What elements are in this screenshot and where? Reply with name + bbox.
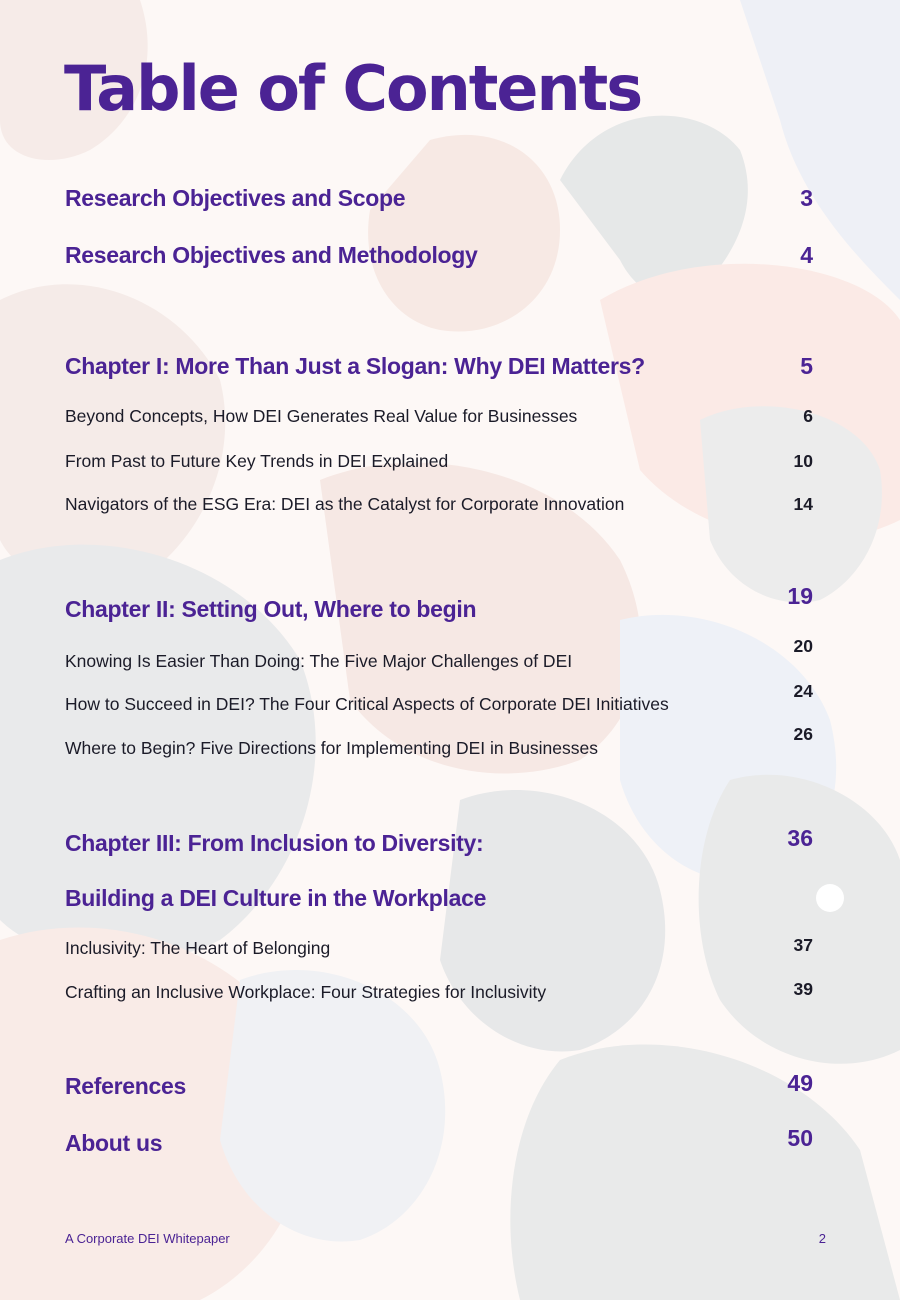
toc-entry-chapter-3[interactable] [65,827,813,922]
toc-entry-inclusive-workplace[interactable] [65,979,813,1019]
toc-entry-beyond-concepts[interactable] [65,403,813,443]
toc-entry-esg-navigators[interactable] [65,491,813,531]
toc-entry-chapter-2[interactable] [65,583,813,633]
toc-entry-page: 20 [793,636,813,656]
toc-entry-label: Inclusivity: The Heart of Belonging [65,938,331,958]
toc-entry-page: 24 [793,681,813,701]
toc-entry-about-us[interactable] [65,1127,813,1167]
toc-entry-page: 3 [800,185,813,211]
toc-entry-label: Chapter III: From Inclusion to Diversity: [65,830,484,856]
toc-entry-research-methodology[interactable] [65,239,813,279]
toc-entry-label: Where to Begin? Five Directions for Implementing DEI in Businesses [65,738,599,758]
toc-entry-label: Research Objectives and Scope [65,185,406,211]
toc-entry-page: 36 [787,825,813,851]
toc-entry-label: Knowing Is Easier Than Doing: The Five Major Challenges of DEI [65,651,573,671]
toc-entry-research-scope[interactable] [65,182,813,222]
toc-entry-five-challenges[interactable] [65,636,813,688]
toc-entry-label: How to Succeed in DEI? The Four Critical Aspects of Corporate DEI Initiatives [65,694,669,714]
toc-entry-label: Beyond Concepts, How DEI Generates Real Value for Businesses [65,406,578,426]
toc-entry-four-aspects[interactable] [65,681,813,731]
toc-entry-page: 5 [800,353,813,379]
toc-entry-label: References [65,1073,187,1099]
toc-entry-chapter-1[interactable] [65,350,813,390]
toc-entry-page: 26 [793,724,813,744]
toc-entry-label-line-2: Building a DEI Culture in the Workplace [65,885,487,911]
toc-entry-five-directions[interactable] [65,724,813,775]
toc-entry-page: 4 [800,242,813,268]
toc-entry-label: Chapter I: More Than Just a Slogan: Why DEI Matters? [65,353,645,379]
toc-entry-references[interactable] [65,1070,813,1110]
toc-entry-label: From Past to Future Key Trends in DEI Explained [65,451,449,471]
toc-entry-label: Navigators of the ESG Era: DEI as the Catalyst for Corporate Innovation [65,494,625,514]
toc-entry-label: Crafting an Inclusive Workplace: Four Strategies for Inclusivity [65,982,547,1002]
page-title: Table of Contents [64,52,642,125]
toc-entry-page: 50 [787,1125,813,1151]
toc-entry-page: 10 [793,451,813,471]
toc-entry-page: 6 [803,406,813,426]
toc-entry-page: 37 [793,935,813,955]
toc-entry-label: Research Objectives and Methodology [65,242,478,268]
footer-document-title: A Corporate DEI Whitepaper [65,1231,230,1246]
footer-page-number: 2 [818,1231,826,1246]
toc-entry-page: 49 [787,1070,813,1096]
toc-entry-page: 14 [793,494,813,514]
toc-entry-label: About us [65,1130,163,1156]
toc-entry-key-trends[interactable] [65,448,813,488]
toc-entry-label: Chapter II: Setting Out, Where to begin [65,596,477,622]
toc-entry-page: 39 [793,979,813,999]
toc-entry-heart-of-belonging[interactable] [65,935,813,975]
toc-entry-page: 19 [787,583,813,609]
